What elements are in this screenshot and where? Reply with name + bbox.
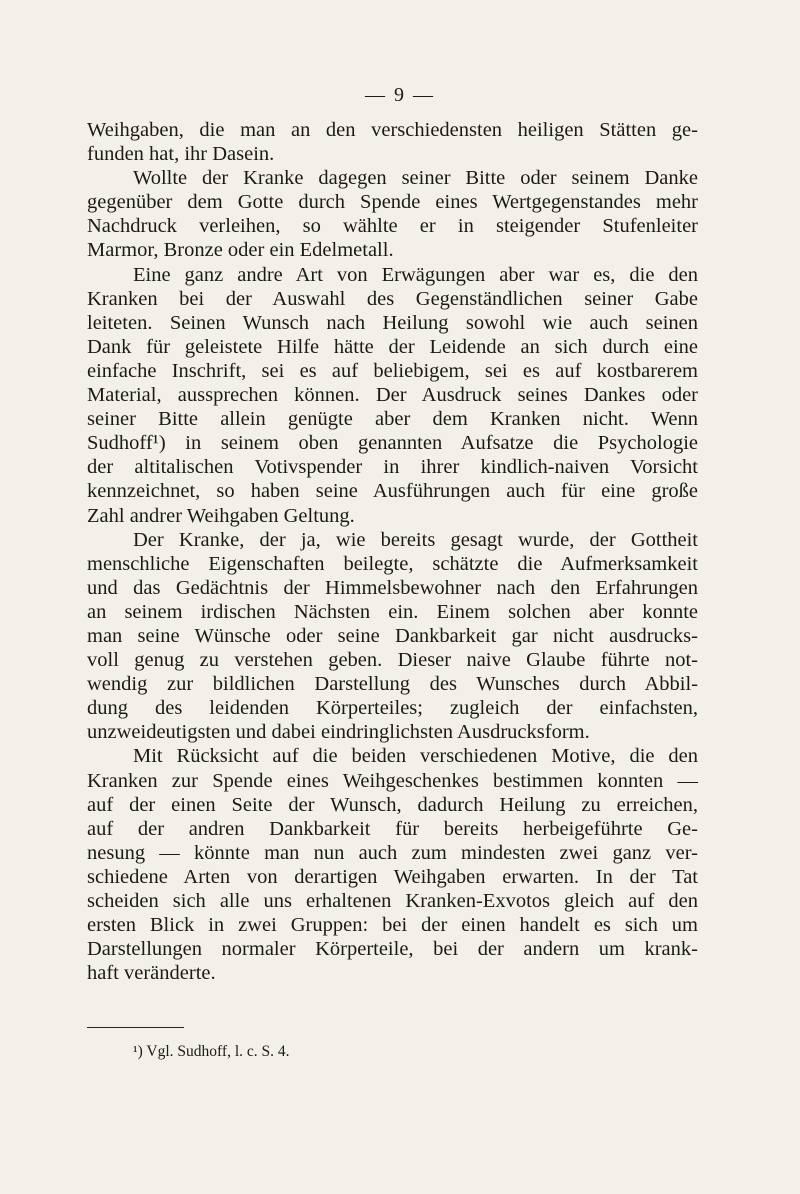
text-line: man seine Wünsche oder seine Dankbarkeit gar nicht ausdrucks- [87, 624, 698, 647]
text-line: kennzeichnet, so haben seine Ausführungen auch für eine große [87, 480, 698, 503]
text-line: der altitalischen Votivspender in ihrer kindlich-naiven Vorsicht [87, 456, 698, 479]
text-line: menschliche Eigenschaften beilegte, schätzte die Aufmerksamkeit [87, 552, 698, 575]
text-line: Zahl andrer Weihgaben Geltung. [87, 504, 355, 527]
text-line: dung des leidenden Körperteiles; zugleich der einfachsten, [87, 697, 698, 720]
text-line: ersten Blick in zwei Gruppen: bei der einen handelt es sich um [87, 914, 698, 937]
text-line: funden hat, ihr Dasein. [87, 143, 275, 166]
body-text [87, 118, 698, 985]
text-line: nesung — könnte man nun auch zum mindesten zwei ganz ver- [87, 841, 698, 864]
footnote-rule [87, 1027, 184, 1028]
text-line: voll genug zu verstehen geben. Dieser naive Glaube führte not- [87, 649, 698, 672]
text-line: auf der einen Seite der Wunsch, dadurch Heilung zu erreichen, [87, 793, 698, 816]
text-line: Weihgaben, die man an den verschiedensten heiligen Stätten ge- [87, 119, 698, 141]
text-line: einfache Inschrift, sei es auf beliebigem, sei es auf kostbarerem [87, 359, 698, 382]
text-line: und das Gedächtnis der Himmelsbewohner nach den Erfahrungen [87, 576, 698, 599]
text-line: Dank für geleistete Hilfe hätte der Leidende an sich durch eine [87, 335, 698, 358]
text-line: Der Kranke, der ja, wie bereits gesagt wurde, der Gottheit [133, 528, 698, 551]
text-line: Darstellungen normaler Körperteile, bei der andern um krank- [87, 938, 698, 961]
text-line: auf der andren Dankbarkeit für bereits herbeigeführte Ge- [87, 817, 698, 840]
text-line: wendig zur bildlichen Darstellung des Wunsches durch Abbil- [87, 673, 698, 696]
page-number: — 9 — [365, 84, 435, 106]
text-line: unzweideutigsten und dabei eindringlichsten Ausdrucksform. [87, 721, 590, 744]
text-line: leiteten. Seinen Wunsch nach Heilung sowohl wie auch seinen [87, 311, 698, 334]
text-line: scheiden sich alle uns erhaltenen Kranken-Exvotos gleich auf den [87, 890, 698, 912]
text-line: gegenüber dem Gotte durch Spende eines Wertgegenstandes mehr [87, 191, 698, 214]
text-line: seiner Bitte allein genügte aber dem Kranken nicht. Wenn [87, 408, 698, 431]
text-line: Sudhoff¹) in seinem oben genannten Aufsatze die Psychologie [87, 432, 698, 455]
text-line: schiedene Arten von derartigen Weihgaben erwarten. In der Tat [87, 865, 698, 888]
text-line: Kranken zur Spende eines Weihgeschenkes bestimmen konnten — [87, 769, 698, 792]
text-line: Mit Rücksicht auf die beiden verschiedenen Motive, die den [133, 745, 698, 768]
text-line: an seinem irdischen Nächsten ein. Einem solchen aber konnte [87, 600, 698, 623]
text-line: Eine ganz andre Art von Erwägungen aber war es, die den [133, 263, 698, 286]
text-line: haft veränderte. [87, 962, 216, 985]
text-line: Wollte der Kranke dagegen seiner Bitte oder seinem Danke [133, 167, 698, 190]
text-line: Kranken bei der Auswahl des Gegenständlichen seiner Gabe [87, 287, 698, 310]
text-line: Marmor, Bronze oder ein Edelmetall. [87, 239, 394, 262]
footnote: ¹) Vgl. Sudhoff, l. c. S. 4. [133, 1043, 290, 1060]
text-line: Material, aussprechen können. Der Ausdruck seines Dankes oder [87, 384, 698, 407]
text-line: Nachdruck verleihen, so wählte er in steigender Stufenleiter [87, 215, 698, 238]
